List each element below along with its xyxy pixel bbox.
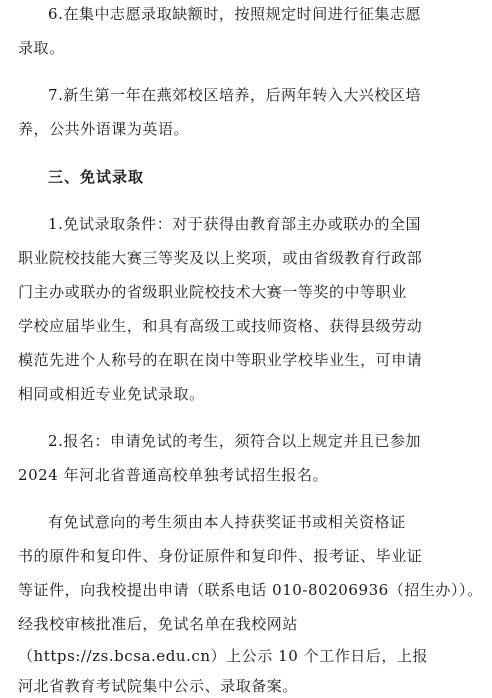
paragraph-conditions-line1: 1.免试录取条件：对于获得由教育部主办或联办的全国 — [48, 215, 422, 233]
paragraph-registration-line2: 2024 年河北省普通高校单独考试招生报名。 — [18, 466, 329, 484]
paragraph-item7-line1: 7.新生第一年在燕郊校区培养，后两年转入大兴校区培 — [48, 86, 422, 104]
paragraph-conditions-line2: 职业院校技能大赛三等奖及以上奖项，或由省级教育行政部 — [18, 249, 423, 267]
paragraph-application-line2: 书的原件和复印件、身份证原件和复印件、报考证、毕业证 — [18, 547, 423, 565]
paragraph-application-line6: 河北省教育考试院集中公示、录取备案。 — [18, 677, 298, 695]
paragraph-conditions-line5: 模范先进个人称号的在职在岗中等职业学校毕业生，可申请 — [18, 351, 423, 369]
paragraph-item7-line2: 养，公共外语课为英语。 — [18, 120, 190, 138]
paragraph-conditions-line3: 门主办或联办的省级职业院校技术大赛一等奖的中等职业 — [18, 283, 407, 301]
section-heading: 三、免试录取 — [48, 168, 145, 186]
paragraph-registration-line1: 2.报名：申请免试的考生，须符合以上规定并且已参加 — [48, 432, 422, 450]
paragraph-application-line4: 经我校审核批准后，免试名单在我校网站 — [18, 615, 298, 633]
paragraph-application-line5: （https://zs.bcsa.edu.cn）上公示 10 个工作日后，上报 — [18, 647, 429, 665]
paragraph-application-line1: 有免试意向的考生须由本人持获奖证书或相关资格证 — [48, 513, 406, 531]
paragraph-item6-line2: 录取。 — [18, 39, 65, 57]
paragraph-conditions-line4: 学校应届毕业生，和具有高级工或技师资格、获得县级劳动 — [18, 317, 423, 335]
paragraph-conditions-line6: 相同或相近专业免试录取。 — [18, 385, 205, 403]
paragraph-application-line3: 等证件，向我校提出申请（联系电话 010-80206936（招生办））。 — [18, 581, 483, 599]
paragraph-item6-line1: 6.在集中志愿录取缺额时，按照规定时间进行征集志愿 — [48, 5, 422, 23]
